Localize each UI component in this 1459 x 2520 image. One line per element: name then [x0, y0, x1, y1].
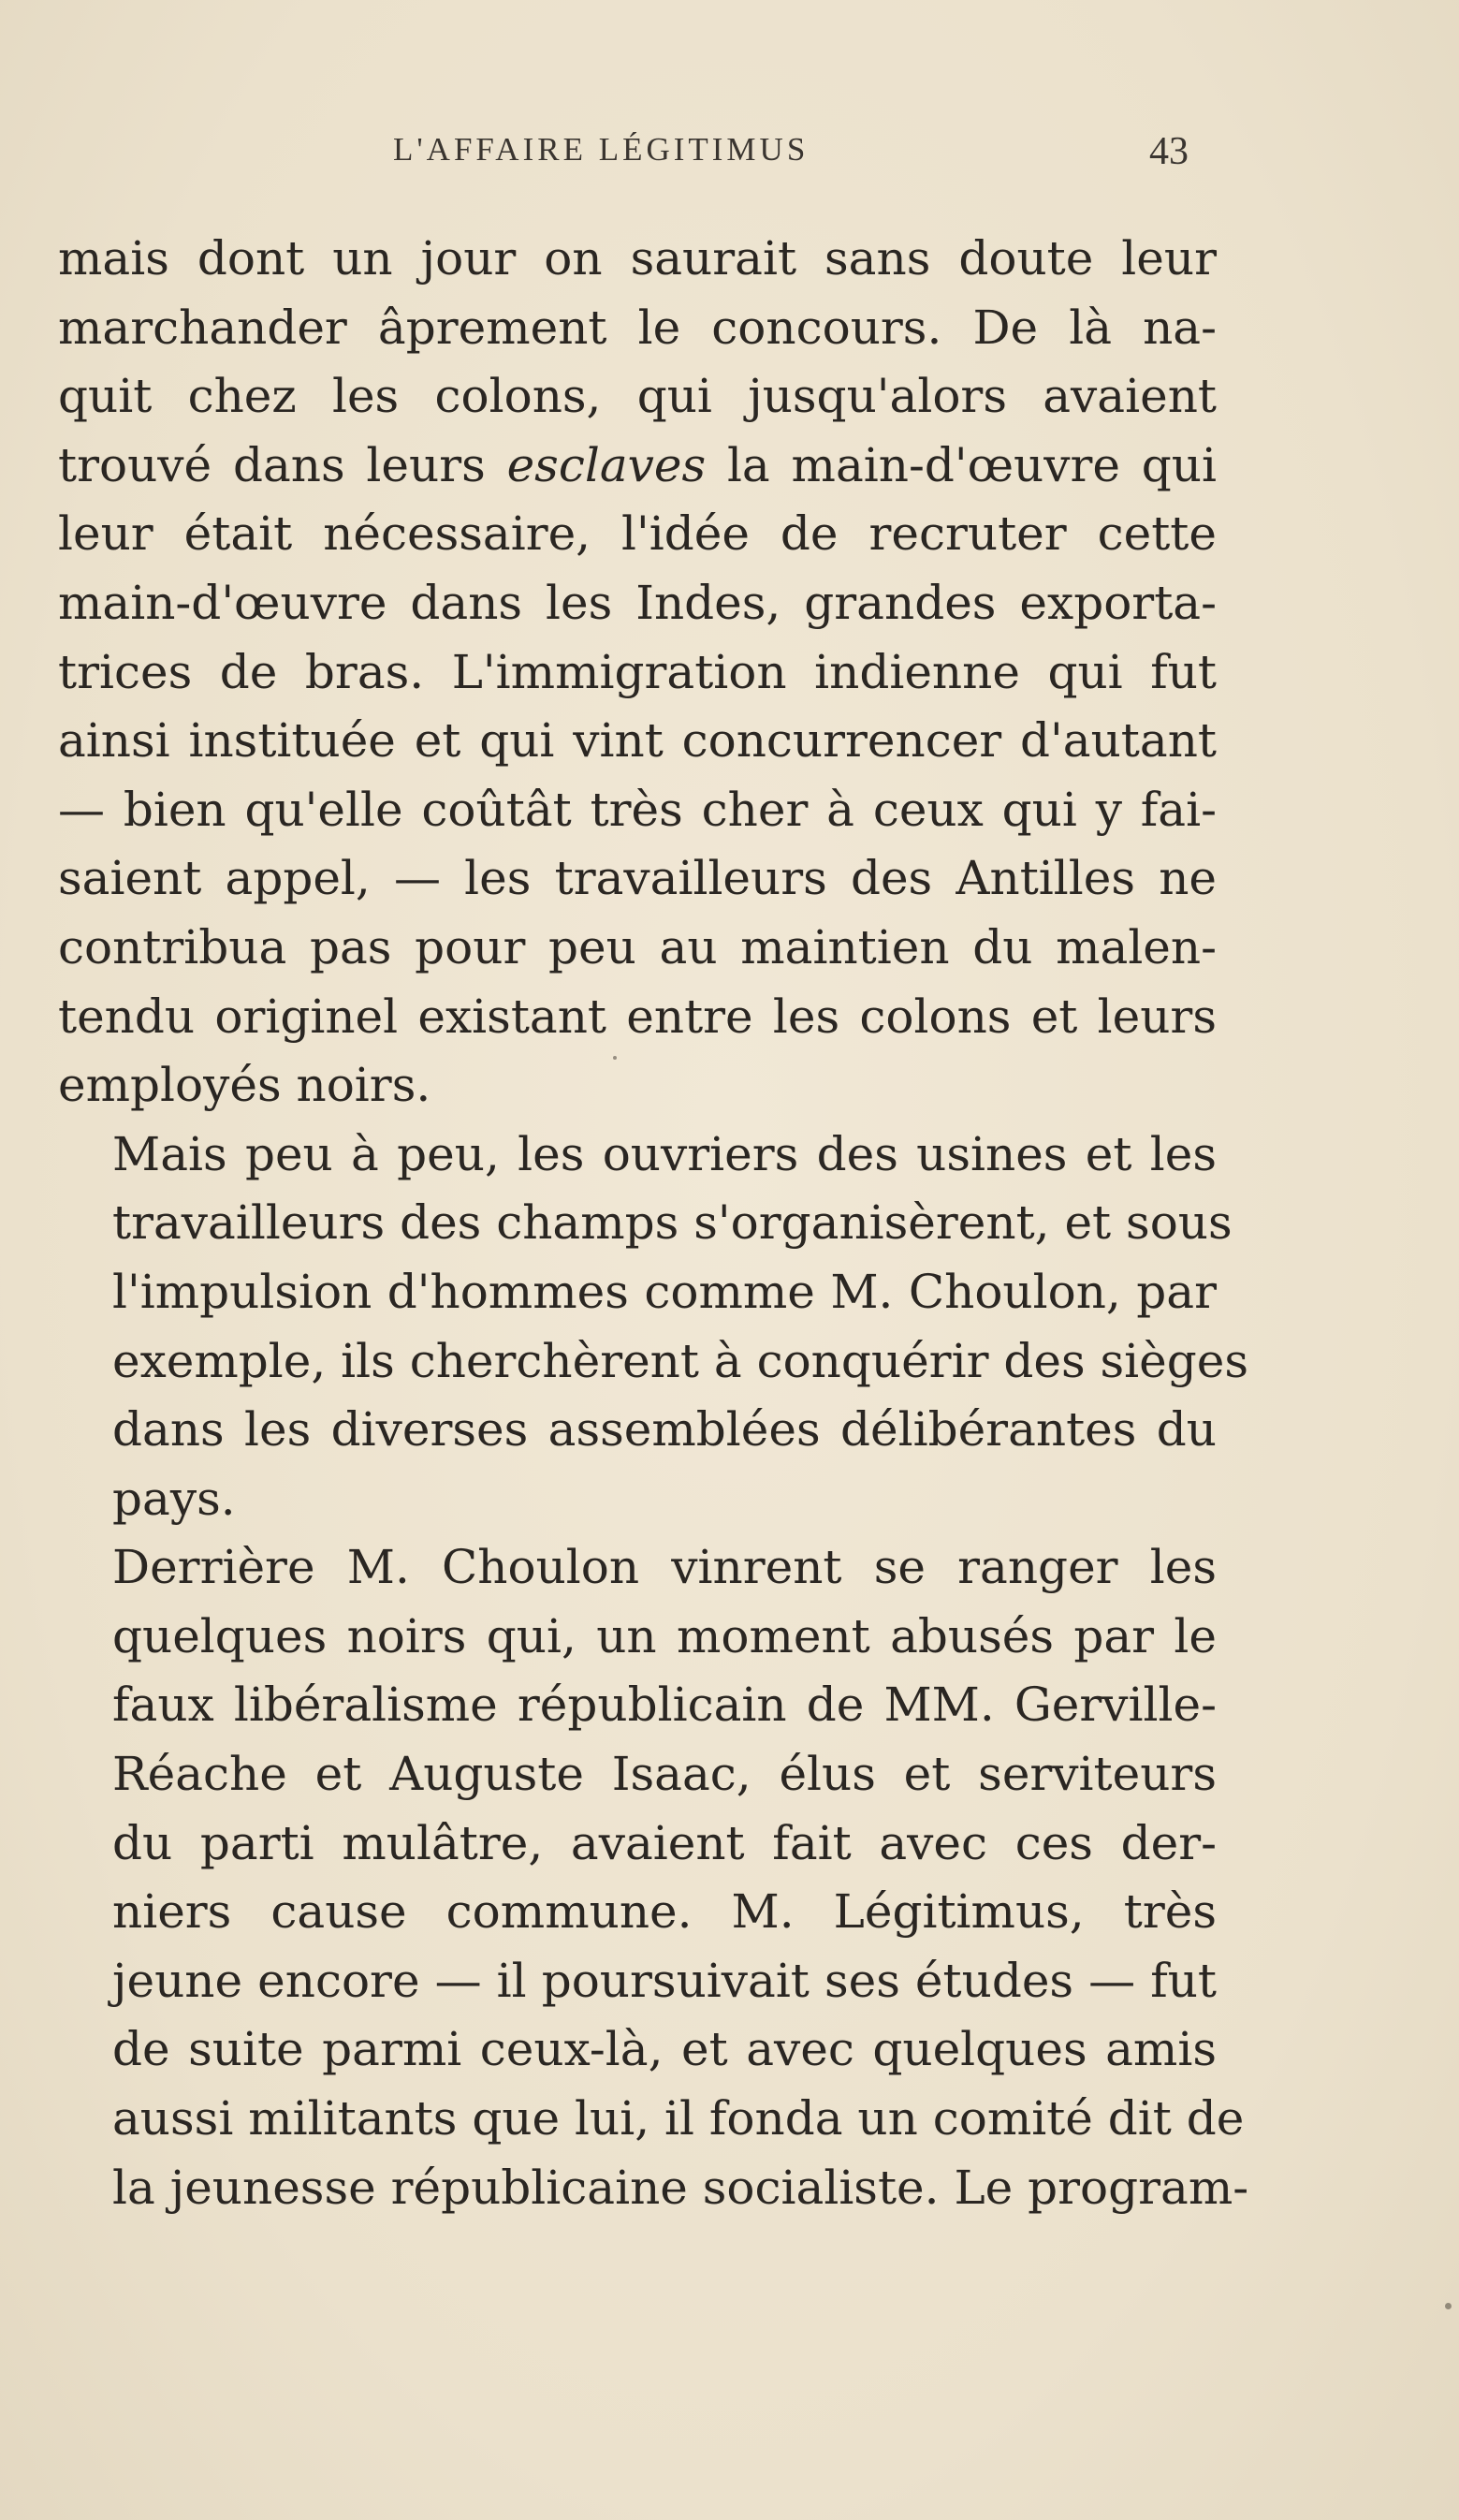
text-line: Réache et Auguste Isaac, élus et serviteurs — [112, 1747, 1217, 1802]
text-line: — bien qu'elle coûtât très cher à ceux qui y fai- — [58, 782, 1217, 837]
paragraph-3 — [58, 1533, 1249, 2222]
text-line: pays. — [112, 1471, 236, 1526]
text-line: aussi militants que lui, il fonda un comité dit de — [112, 2091, 1245, 2146]
text-line: leur était nécessaire, l'idée de recruter cette — [58, 506, 1217, 562]
text-line: du parti mulâtre, avaient fait avec ces der- — [112, 1815, 1217, 1870]
text-line: exemple, ils cherchèrent à conquérir des sièges — [112, 1333, 1249, 1388]
text-line: jeune encore — il poursuivait ses études — fut — [112, 1953, 1217, 2008]
text-line: trouvé dans leurs esclaves la main-d'œuvre qui — [58, 437, 1217, 492]
text-line: quelques noirs qui, un moment abusés par le — [112, 1608, 1217, 1663]
running-title: L'AFFAIRE LÉGITIMUS — [393, 131, 810, 168]
text-line: ainsi instituée et qui vint concurrencer d'autant — [58, 713, 1217, 769]
text-line: saient appel, — les travailleurs des Antilles ne — [58, 851, 1217, 906]
text-line: tendu originel existant entre les colons et leurs — [58, 989, 1217, 1044]
text-line: niers cause commune. M. Légitimus, très — [112, 1884, 1217, 1940]
running-head — [0, 131, 1459, 178]
text-line: Mais peu à peu, les ouvriers des usines et les — [112, 1126, 1217, 1181]
text-line: main-d'œuvre dans les Indes, grandes exporta- — [58, 575, 1217, 630]
text-line: l'impulsion d'hommes comme M. Choulon, par — [112, 1264, 1217, 1319]
text-line: marchander âprement le concours. De là na- — [58, 300, 1217, 355]
text-line: employés noirs. — [58, 1058, 431, 1113]
paper-speck — [1445, 2303, 1452, 2309]
text-line: dans les diverses assemblées délibérantes du — [112, 1402, 1217, 1458]
paragraph-2 — [58, 1121, 1249, 1534]
paper-speck — [613, 1056, 617, 1060]
text-line: Derrière M. Choulon vinrent se ranger les — [112, 1540, 1217, 1595]
text-line: travailleurs des champs s'organisèrent, et sous — [112, 1195, 1233, 1251]
text-line: faux libéralisme républicain de MM. Gerville- — [112, 1678, 1217, 1733]
text-line: de suite parmi ceux-là, et avec quelques amis — [112, 2022, 1217, 2077]
text-line: quit chez les colons, qui jusqu'alors avaient — [58, 369, 1217, 424]
text-line: mais dont un jour on saurait sans doute leur — [58, 231, 1217, 286]
page-number: 43 — [1149, 130, 1189, 173]
body-text — [58, 225, 1249, 2222]
italic-word: esclaves — [506, 437, 707, 492]
paragraph-1 — [58, 225, 1217, 1121]
text-line: contribua pas pour peu au maintien du malen- — [58, 919, 1217, 974]
text-line: la jeunesse républicaine socialiste. Le program- — [112, 2160, 1249, 2215]
text-line: trices de bras. L'immigration indienne qui fut — [58, 644, 1217, 699]
